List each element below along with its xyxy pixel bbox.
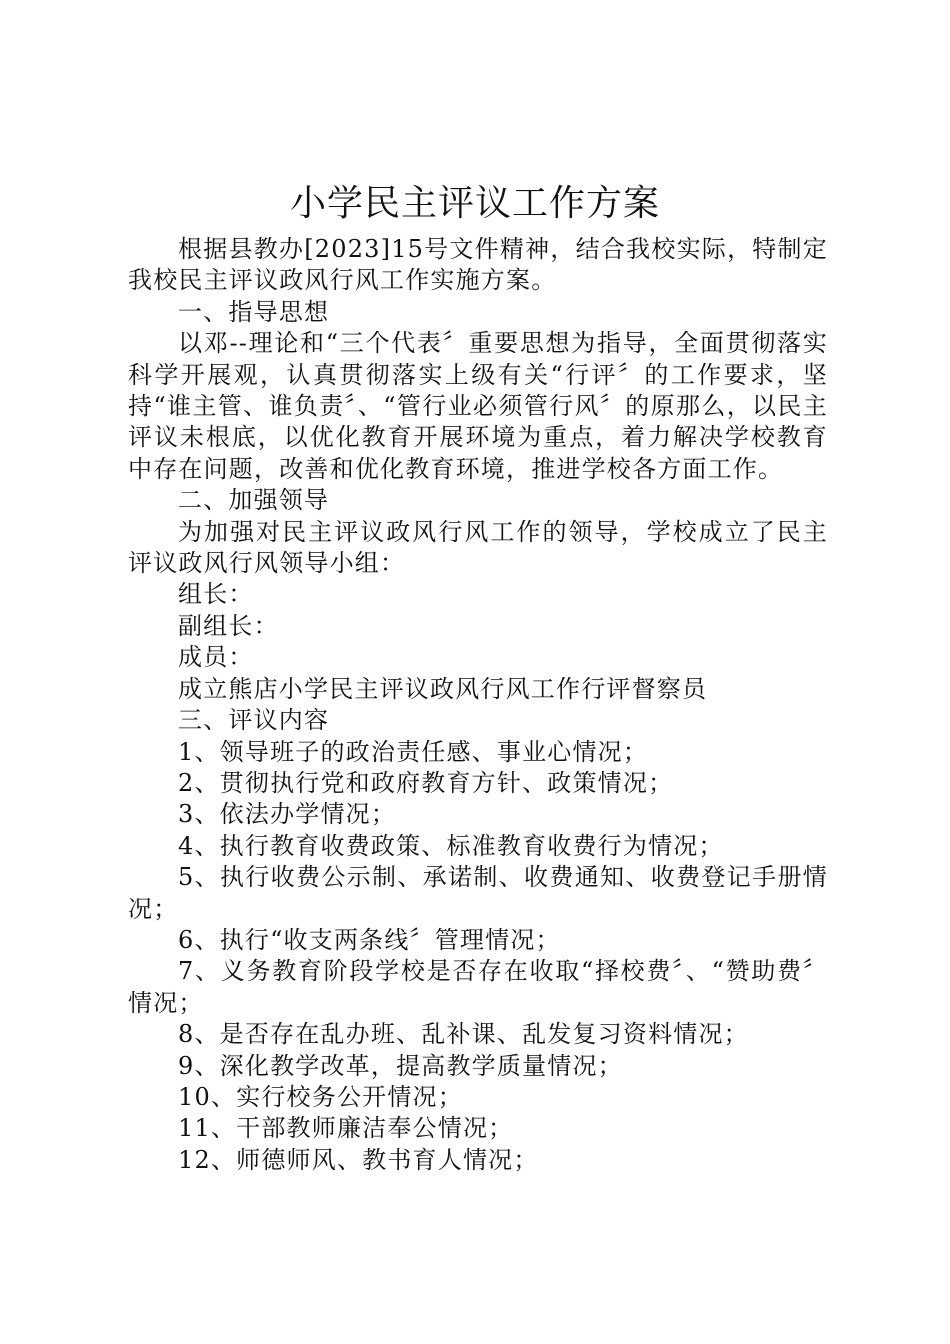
list-item: 12、师德师风、教书育人情况； (178, 1145, 539, 1174)
list-item: 11、干部教师廉洁奉公情况； (178, 1114, 514, 1143)
list-item: 成员： (178, 643, 254, 672)
section-heading: 二、加强领导 (178, 486, 330, 515)
list-item: 9、深化教学改革，提高教学质量情况； (178, 1051, 623, 1080)
paragraph: 根据县教办[2023]15号文件精神，结合我校实际，特制定我校民主评议政风行风工作实施方案。 (128, 235, 828, 295)
section-heading: 三、评议内容 (178, 706, 330, 735)
paragraph: 以邓--理论和“三个代表〞重要思想为指导，全面贯彻落实科学开展观，认真贯彻落实上级有关“行评〞的工作要求，坚持“谁主管、谁负责〞、“管行业必须管行风〞的原那么，以民主评议未根底，以优化教育开展环境为重点，着力解决学校教育中存在问题，改善和优化教育环境，推进学校各方面工作。 (128, 329, 828, 483)
document-body (128, 234, 828, 1176)
list-item: 1、领导班子的政治责任感、事业心情况； (178, 737, 649, 766)
list-item: 6、执行“收支两条线〞管理情况； (178, 925, 561, 954)
list-item: 3、依法办学情况； (178, 800, 397, 829)
section-heading: 一、指导思想 (178, 297, 330, 326)
list-item: 2、贯彻执行党和政府教育方针、政策情况； (178, 768, 674, 797)
list-item: 5、执行收费公示制、承诺制、收费通知、收费登记手册情况； (128, 863, 828, 923)
paragraph: 成立熊店小学民主评议政风行风工作行评督察员 (178, 674, 708, 703)
list-item: 4、执行教育收费政策、标准教育收费行为情况； (178, 831, 724, 860)
list-item: 副组长： (178, 611, 279, 640)
document-title: 小学民主评议工作方案 (289, 183, 660, 224)
list-item: 8、是否存在乱办班、乱补课、乱发复习资料情况； (178, 1020, 749, 1049)
list-item: 10、实行校务公开情况； (178, 1082, 463, 1111)
list-item: 组长： (178, 580, 254, 609)
paragraph: 为加强对民主评议政风行风工作的领导，学校成立了民主评议政风行风领导小组： (128, 517, 828, 578)
list-item: 7、义务教育阶段学校是否存在收取“择校费〞、“赞助费〞情况； (128, 957, 828, 1017)
